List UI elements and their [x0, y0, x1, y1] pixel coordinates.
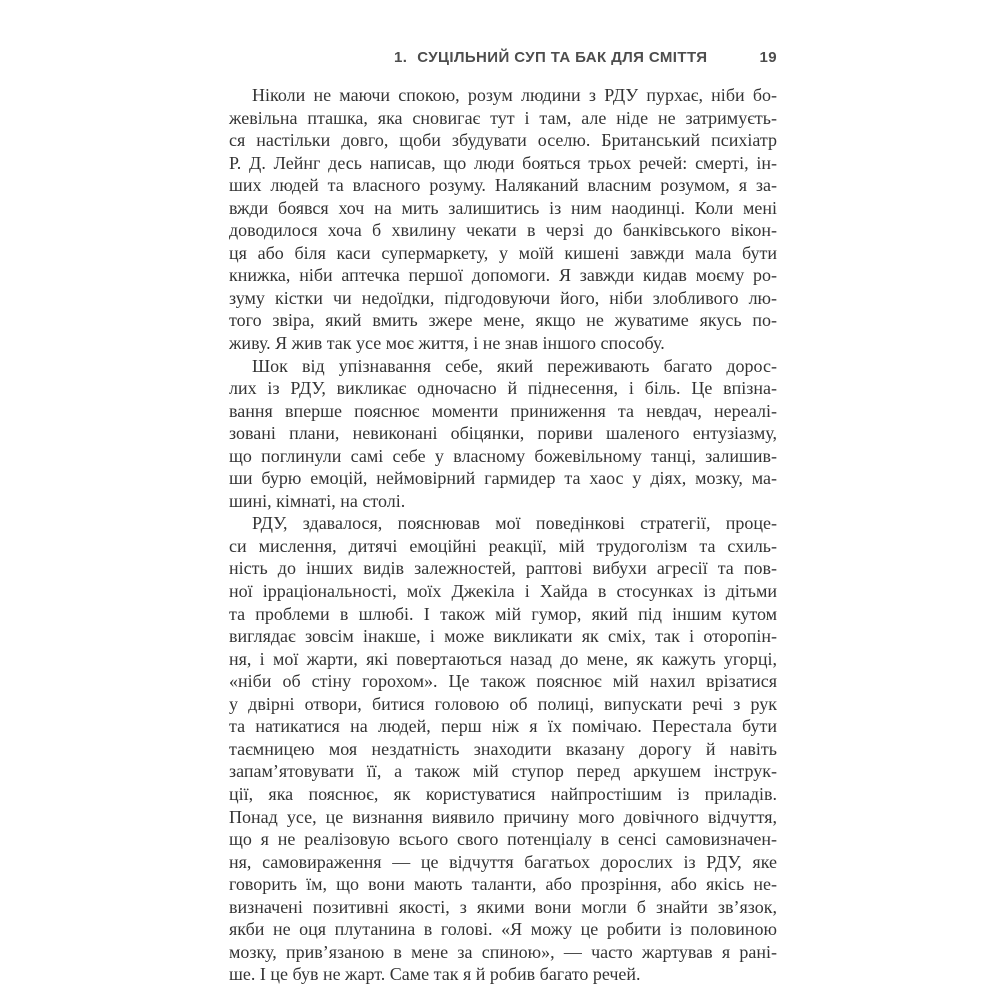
text-line: ції, яка пояснює, як користуватися найпростішим із приладів.	[229, 783, 777, 804]
text-line: що поглинули самі себе у власному божевільному танці, залишив-	[229, 445, 777, 466]
text-line: живу. Я жив так усе моє життя, і не знав іншого способу.	[229, 333, 665, 354]
text-line: якби не оця плутанина в голові. «Я можу це робити із половиною	[229, 919, 777, 940]
text-line: ця або біля каси супермаркету, у моїй кишені завжди мала бути	[229, 242, 777, 263]
text-line: ше. І це був не жарт. Саме так я й робив багато речей.	[229, 964, 641, 985]
paragraph	[229, 84, 777, 355]
text-line: си мислення, дитячі емоційні реакції, мій трудоголізм та схиль-	[229, 535, 777, 556]
text-line: таємницею моя нездатність знаходити вказану дорогу й навіть	[229, 738, 777, 759]
page-header	[229, 49, 777, 66]
paragraph	[229, 512, 777, 985]
text-line: виглядає зовсім інакше, і може викликати як сміх, так і оторопін-	[229, 626, 777, 647]
text-line: РДУ, здавалося, пояснював мої поведінкові стратегії, проце-	[252, 513, 777, 534]
text-line: визначені позитивні якості, з якими вони могли б знайти зв’язок,	[229, 896, 777, 917]
text-line: ня, і мої жарти, які повертаються назад до мене, як кажуть угорці,	[229, 648, 777, 669]
text-line: доводилося хоча б хвилину чекати в черзі до банківського вікон-	[229, 220, 777, 241]
text-line: та проблеми в шлюбі. І також мій гумор, який під іншим кутом	[229, 603, 777, 624]
text-line: ня, самовираження — це відчуття багатьох дорослих із РДУ, яке	[229, 851, 777, 872]
text-line: Шок від упізнавання себе, який переживають багато дорос-	[252, 355, 777, 376]
text-line: шині, кімнаті, на столі.	[229, 490, 406, 511]
text-line: що я не реалізовую всього свого потенціалу в сенсі самовизначен-	[229, 829, 777, 850]
text-line: ної ірраціональності, моїх Джекіла і Хайда в стосунках із дітьми	[229, 581, 777, 602]
text-line: зуму кістки чи недоїдки, підгодовуючи його, ніби злобливого лю-	[229, 287, 777, 308]
text-line: Понад усе, це визнання виявило причину мого довічного відчуття,	[229, 806, 777, 827]
text-line: лих із РДУ, викликає одночасно й піднесення, і біль. Це впізна-	[229, 378, 777, 399]
text-line: ши бурю емоцій, неймовірний гармидер та хаос у діях, мозку, ма-	[229, 468, 777, 489]
paragraph	[229, 355, 777, 513]
chapter-number: 1.	[393, 49, 408, 66]
text-line: жевільна пташка, яка сновигає тут і там, але ніде не затримуєть-	[229, 107, 777, 128]
text-line: того звіра, який вмить зжере мене, якщо не жуватиме якусь по-	[229, 310, 777, 331]
text-line: Р. Д. Лейнг десь написав, що люди бояться трьох речей: смерті, ін-	[229, 152, 777, 173]
text-line: ших людей та власного розуму. Наляканий власним розумом, я за-	[229, 175, 777, 196]
text-line: «ніби об стіну горохом». Це також пояснює мій нахил врізатися	[229, 671, 777, 692]
text-line: говорить їм, що вони мають таланти, або прозріння, або якісь не-	[229, 874, 777, 895]
text-line: вання вперше пояснює моменти приниження та невдач, нереалі-	[229, 400, 777, 421]
text-line: запам’ятовувати її, а також мій ступор перед аркушем інструк-	[229, 761, 777, 782]
text-line: книжка, ніби аптечка першої допомоги. Я завжди кидав моєму ро-	[229, 265, 777, 286]
text-line: Ніколи не маючи спокою, розум людини з РДУ пурхає, ніби бо-	[252, 85, 777, 105]
body-text	[229, 84, 777, 986]
text-line: у двірні отвори, битися головою об полиці, випускати речі з рук	[229, 693, 777, 714]
text-line: вжди боявся хоч на мить залишитись із ним наодинці. Коли мені	[229, 197, 777, 218]
text-line: та натикатися на людей, перш ніж я їх помічаю. Перестала бути	[229, 716, 777, 737]
text-line: мозку, прив’язаною в мене за спиною», — часто жартував я рані-	[229, 941, 777, 962]
chapter-title: СУЦІЛЬНИЙ СУП ТА БАК ДЛЯ СМІТТЯ	[417, 49, 708, 66]
text-line: зовані плани, невиконані обіцянки, пориви шаленого ентузіазму,	[229, 423, 777, 444]
page-number: 19	[759, 49, 777, 66]
text-line: ся настільки довго, щоби збудувати оселю. Британський психіатр	[229, 130, 777, 151]
text-line: ність до інших видів залежностей, раптові вибухи агресії та пов-	[229, 558, 777, 579]
